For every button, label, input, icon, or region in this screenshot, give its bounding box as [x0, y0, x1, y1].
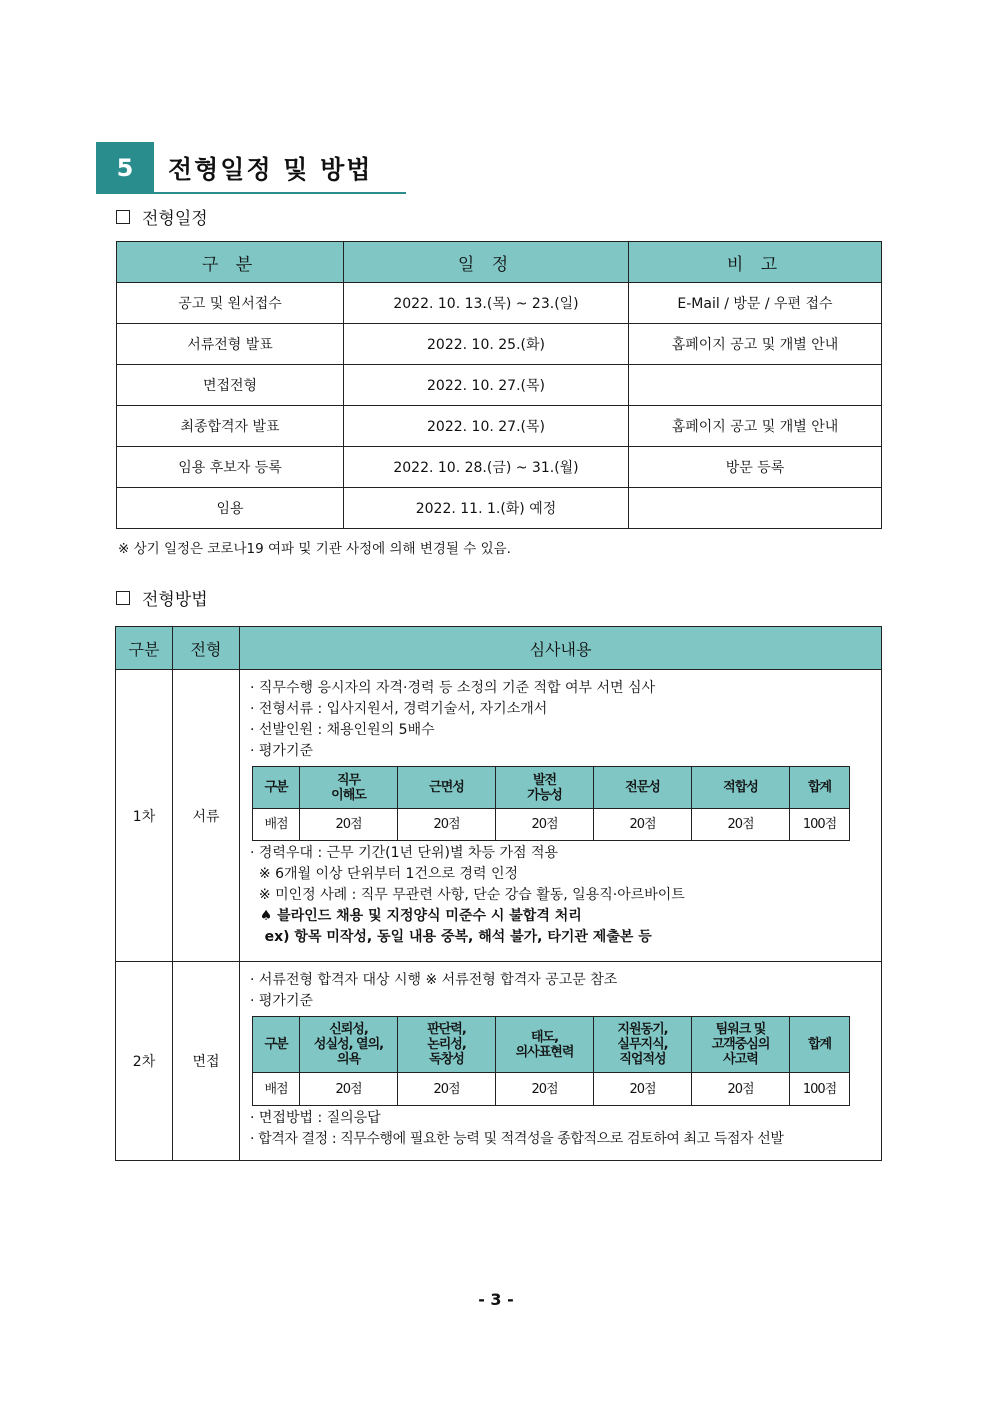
table-row — [117, 406, 882, 447]
schedule-cell: 면접전형 — [117, 365, 344, 406]
schedule-cell: 2022. 11. 1.(화) 예정 — [344, 488, 629, 529]
criteria-score-cell: 20점 — [300, 809, 398, 841]
schedule-cell — [629, 488, 882, 529]
schedule-cell — [629, 365, 882, 406]
criteria-score-row — [253, 809, 850, 841]
criteria-header-cell: 전문성 — [594, 767, 692, 809]
criteria-table — [252, 766, 850, 841]
method-table — [115, 626, 882, 1161]
content-line: · 선발인원 : 채용인원의 5배수 — [250, 722, 435, 738]
criteria-score-cell: 20점 — [594, 1073, 692, 1106]
schedule-cell: 2022. 10. 13.(목) ~ 23.(일) — [344, 283, 629, 324]
schedule-header-category: 구 분 — [117, 242, 344, 283]
content-line: · 평가기준 — [250, 993, 313, 1009]
schedule-table — [116, 241, 882, 529]
criteria-header-cell: 판단력, 논리성, 독창성 — [398, 1017, 496, 1073]
checkbox-square-icon — [116, 210, 130, 224]
schedule-cell: 홈페이지 공고 및 개별 안내 — [629, 406, 882, 447]
table-row — [117, 365, 882, 406]
first-content — [240, 670, 882, 962]
criteria-header-cell: 합계 — [790, 1017, 850, 1073]
content-line: · 직무수행 응시자의 자격·경력 등 소정의 기준 적합 여부 서면 심사 — [250, 680, 656, 696]
content-line: · 면접방법 : 질의응답 — [250, 1110, 381, 1126]
schedule-header-row — [117, 242, 882, 283]
criteria-header-cell: 구분 — [253, 767, 300, 809]
type-label: 서류 — [173, 670, 240, 962]
criteria-header-cell: 직무 이해도 — [300, 767, 398, 809]
criteria-score-cell: 20점 — [496, 1073, 594, 1106]
criteria-header-cell: 태도, 의사표현력 — [496, 1017, 594, 1073]
section-title: 전형일정 및 방법 — [168, 155, 373, 184]
content-line: · 서류전형 합격자 대상 시행 ※ 서류전형 합격자 공고문 참조 — [250, 972, 618, 988]
criteria-score-cell: 20점 — [692, 1073, 790, 1106]
schedule-cell: E-Mail / 방문 / 우편 접수 — [629, 283, 882, 324]
content-line: · 평가기준 — [250, 743, 313, 759]
content-line: · 전형서류 : 입사지원서, 경력기술서, 자기소개서 — [250, 701, 548, 717]
criteria-header-cell: 합계 — [790, 767, 850, 809]
content-line: · 합격자 결정 : 직무수행에 필요한 능력 및 적격성을 종합적으로 검토하여 최고 득점자 선발 — [250, 1131, 784, 1147]
criteria-score-cell: 100점 — [790, 1073, 850, 1106]
method-header-row — [116, 627, 882, 670]
method-row-second — [116, 962, 882, 1161]
criteria-header-cell: 지원동기, 실무지식, 직업적성 — [594, 1017, 692, 1073]
table-row — [117, 447, 882, 488]
schedule-header-date: 일 정 — [344, 242, 629, 283]
table-row — [117, 324, 882, 365]
criteria-score-cell: 20점 — [398, 809, 496, 841]
criteria-score-cell: 100점 — [790, 809, 850, 841]
criteria-score-cell: 20점 — [692, 809, 790, 841]
page-number: - 3 - — [478, 1290, 514, 1309]
second-content — [240, 962, 882, 1161]
method-heading — [116, 585, 208, 610]
stage-label: 1차 — [116, 670, 173, 962]
schedule-cell: 2022. 10. 27.(목) — [344, 365, 629, 406]
schedule-cell: 2022. 10. 27.(목) — [344, 406, 629, 447]
schedule-heading — [116, 204, 208, 229]
criteria-score-cell: 20점 — [594, 809, 692, 841]
method-heading-text: 전형방법 — [142, 590, 208, 610]
schedule-cell: 임용 후보자 등록 — [117, 447, 344, 488]
content-line: · 경력우대 : 근무 기간(1년 단위)별 차등 가점 적용 — [250, 845, 559, 861]
schedule-cell: 임용 — [117, 488, 344, 529]
section-number: 5 — [96, 142, 154, 194]
schedule-heading-text: 전형일정 — [142, 209, 208, 229]
criteria-table — [252, 1016, 850, 1106]
criteria-header-cell: 구분 — [253, 1017, 300, 1073]
method-header-content: 심사내용 — [240, 627, 882, 670]
stage-label: 2차 — [116, 962, 173, 1161]
schedule-cell: 2022. 10. 25.(화) — [344, 324, 629, 365]
content-line: ※ 미인정 사례 : 직무 무관련 사항, 단순 강습 활동, 일용직·아르바이트 — [250, 887, 685, 903]
criteria-header-cell: 신뢰성, 성실성, 열의, 의욕 — [300, 1017, 398, 1073]
schedule-cell: 2022. 10. 28.(금) ~ 31.(월) — [344, 447, 629, 488]
schedule-header-remarks: 비 고 — [629, 242, 882, 283]
schedule-cell: 홈페이지 공고 및 개별 안내 — [629, 324, 882, 365]
criteria-header-row — [253, 1017, 850, 1073]
criteria-header-cell: 팀워크 및 고객중심의 사고력 — [692, 1017, 790, 1073]
content-line: ※ 6개월 이상 단위부터 1건으로 경력 인정 — [250, 866, 519, 882]
schedule-cell: 방문 등록 — [629, 447, 882, 488]
checkbox-square-icon — [116, 591, 130, 605]
criteria-header-cell: 근면성 — [398, 767, 496, 809]
warning-line: ex) 항목 미작성, 동일 내용 중복, 해석 불가, 타기관 제출본 등 — [250, 929, 652, 945]
table-row — [117, 488, 882, 529]
schedule-cell: 서류전형 발표 — [117, 324, 344, 365]
method-row-first — [116, 670, 882, 962]
criteria-score-cell: 배점 — [253, 1073, 300, 1106]
schedule-cell: 공고 및 원서접수 — [117, 283, 344, 324]
section-underline — [154, 192, 406, 194]
method-header-stage: 구분 — [116, 627, 173, 670]
criteria-score-row — [253, 1073, 850, 1106]
warning-line: ♠ 블라인드 채용 및 지정양식 미준수 시 불합격 처리 — [250, 908, 582, 924]
criteria-score-cell: 20점 — [300, 1073, 398, 1106]
criteria-score-cell: 20점 — [398, 1073, 496, 1106]
type-label: 면접 — [173, 962, 240, 1161]
criteria-header-cell: 적합성 — [692, 767, 790, 809]
schedule-note: ※ 상기 일정은 코로나19 여파 및 기관 사정에 의해 변경될 수 있음. — [118, 541, 511, 557]
section-header — [96, 142, 406, 194]
criteria-score-cell: 배점 — [253, 809, 300, 841]
method-header-type: 전형 — [173, 627, 240, 670]
criteria-header-row — [253, 767, 850, 809]
criteria-header-cell: 발전 가능성 — [496, 767, 594, 809]
table-row — [117, 283, 882, 324]
criteria-score-cell: 20점 — [496, 809, 594, 841]
schedule-cell: 최종합격자 발표 — [117, 406, 344, 447]
